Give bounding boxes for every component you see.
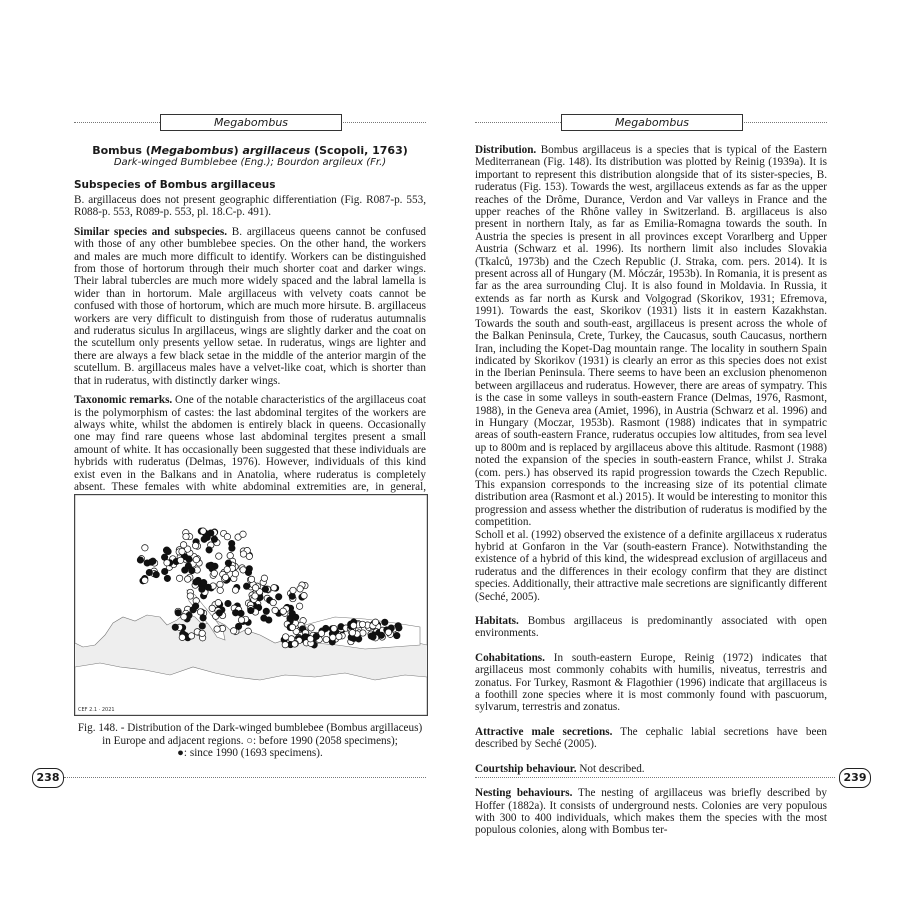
record-since-1990-dot [206,563,212,569]
record-before-1990-dot [349,630,355,636]
record-since-1990-dot [276,594,282,600]
record-before-1990-dot [271,585,277,591]
record-before-1990-dot [308,625,314,631]
record-before-1990-dot [290,587,296,593]
record-since-1990-dot [313,633,319,639]
record-before-1990-dot [272,607,278,613]
habitats-paragraph [475,615,827,640]
subspecies-heading: Subspecies of Bombus argillaceus [74,179,276,191]
record-before-1990-dot [248,576,254,582]
record-before-1990-dot [336,633,342,639]
record-since-1990-dot [394,632,400,638]
record-before-1990-dot [222,574,228,580]
record-before-1990-dot [183,533,189,539]
record-before-1990-dot [240,551,246,557]
record-before-1990-dot [359,621,365,627]
page-number-right: 239 [839,768,871,788]
record-since-1990-dot [216,610,222,616]
record-before-1990-dot [292,641,298,647]
cohabitations-lead: Cohabitations. [475,651,545,664]
record-since-1990-dot [396,625,402,631]
left-text-column [74,144,426,525]
record-since-1990-dot [229,545,235,551]
record-before-1990-dot [280,608,286,614]
record-before-1990-dot [179,634,185,640]
record-since-1990-dot [370,634,376,640]
similar-species-lead: Similar species and subspecies. [74,225,228,238]
distribution-text: Bombus argillaceus is a species that is typical of the Eastern Mediterranean (Fig. 148). Its distribution was plotted by Reinig (1939a). It is important to represent this distribution alongside that of its sister-species, B. ruderatus (Fig. 153). Towards the west, argillaceus extends as far as the upper reaches of the Drôme, Durance, Verdon and Var valleys in France and the upper reaches of the Rhône valley in Switzerland. B. argillaceus is also present in northern Italy, as far as Emilia-Romagna towards the south. In Austria the species is present in all provinces except Vorarlberg and Upper Austria (Schwarz et al. 1996). Its northern limit also includes Slovakia (Tkalců, 1973b) and the Czech Republic (J. Straka, com. pers. 2014). It is present across all of Hungary (M. Móczár, 1953b). In Romania, it is present as far as the area surrounding Cluj. It is also found in Moldavia. In Russia, it extends as far north as Kursk and Volgograd (Skorikov, 1931; Efremova, 1991). Towards the east, Skorikov (1931) lists it in eastern Kazakhstan. Towards the south and south-east, argillaceus is present across the whole of the Balkan Peninsula, Crete, Turkey, the Caucasus, south Caucasus, northern Iran, including the Kopet-Dag mountain range. The locality in southern Spain indicated by Skorikov (1931) is clearly an error as this species does not exist in the Iberian Peninsula. There seems to have been an exclusion phenomenon between argillaceus and ruderatus. However, there are areas of sympatry. This is the case in some valleys in south-eastern France (Delmas, 1976, Rasmont, 1988), in the Geneva area (Amiet, 1996), in Austria (Schwarz et al. 1996) and in Hungary (Moczar, 1953b). Rasmont (1988) indicates that in sympatric areas of south-eastern France, ruderatus occupies low altitudes, from sea level up to 800m and is replaced by argillaceus above this altitude. Rasmont (1988) noted the expansion of the species in south-eastern France, whilst J. Straka (com. pers.) has observed its rapid progression towards the Czech Republic. This expansion corresponds to the increasing size of its potential climate distribution area (Rasmont et al.) 2015). It would be interesting to monitor this progression and assess whether the distribution of ruderatus is modified by the competition. [475,144,827,529]
record-since-1990-dot [153,571,159,577]
record-before-1990-dot [350,622,356,628]
record-since-1990-dot [200,615,206,621]
record-since-1990-dot [189,567,195,573]
record-before-1990-dot [330,634,336,640]
courtship-paragraph [475,763,827,775]
record-since-1990-dot [193,579,199,585]
record-before-1990-dot [193,556,199,562]
record-before-1990-dot [216,553,222,559]
record-since-1990-dot [199,623,205,629]
running-header-label: Megabombus [561,114,743,131]
record-before-1990-dot [238,617,244,623]
record-before-1990-dot [360,630,366,636]
record-since-1990-dot [199,586,205,592]
record-before-1990-dot [270,599,276,605]
record-before-1990-dot [252,585,258,591]
similar-species-text: B. argillaceus queens cannot be confused with those of any other bumblebee species. On the other hand, the workers and males are much more difficult to identify. Workers can be distinguished from those of hortorum through their much shorter coat and darker wings. Their labral tubercles are much more widely spaced and the labral lamella is wider than in hortorum. Male argillaceus with velvety coats cannot be confused with those of hortorum, which are much more hirsute. B. argillaceus workers are very difficult to distinguish from those of ruderatus autumnalis and ruderatus siculus In argillaceus, wings are slightly darker and the coat on the scutellum only presents yellow setae. In ruderatus, wings are lighter and there are always a few black setae in the middle of the anterior margin of the scutellum. B. argillaceus males have a velvet-like coat, which is shorter than that in ruderatus, with distinctly darker wings. [74,225,426,387]
running-header-left [74,116,426,141]
attractive-secretions-text: The cephalic labial secretions have been described by Seché (2005). [475,725,828,751]
attractive-secretions-lead: Attractive male secretions. [475,725,613,738]
record-before-1990-dot [307,636,313,642]
record-before-1990-dot [142,577,148,583]
distribution-lead: Distribution. [475,144,537,156]
courtship-text: Not described. [576,762,645,775]
record-before-1990-dot [245,628,251,634]
record-before-1990-dot [224,566,230,572]
record-since-1990-dot [175,610,181,616]
record-before-1990-dot [283,634,289,640]
record-before-1990-dot [232,587,238,593]
record-since-1990-dot [206,547,212,553]
record-since-1990-dot [186,556,192,562]
left-page [36,112,427,792]
caption-line-2: in Europe and adjacent regions. ○: before 1990 (2058 specimens); [102,734,398,747]
record-before-1990-dot [164,560,170,566]
record-before-1990-dot [199,630,205,636]
common-names: Dark-winged Bumblebee (Eng.); Bourdon argileux (Fr.) [113,157,387,168]
record-since-1990-dot [266,617,272,623]
record-since-1990-dot [146,569,152,575]
similar-species-paragraph [74,226,426,387]
record-since-1990-dot [172,624,178,630]
record-before-1990-dot [323,636,329,642]
record-since-1990-dot [211,536,217,542]
habitats-lead: Habitats. [475,615,519,628]
record-before-1990-dot [188,633,194,639]
record-before-1990-dot [185,576,191,582]
courtship-lead: Courtship behaviour. [475,762,577,775]
subspecies-paragraph: B. argillaceus does not present geographic differentiation (Fig. R087-p. 553, R088-p. 553, R089-p. 553, pl. 18.C-p. 491). [74,194,426,219]
record-since-1990-dot [245,569,251,575]
page-number-left: 238 [32,768,64,788]
right-text-column [475,144,827,844]
footer-rule-left [64,777,426,778]
cohabitations-text: In south-eastern Europe, Reinig (1972) indicates that argillaceus most commonly cohabits with humilis, niveatus, terrestris and zonatus. For Turkey, Rasmont & Flagothier (1996) indicate that argillaceus is a foothill zone species where it is most commonly found with pascuorum, sylvarum, terrestris and zonatus. [475,651,827,714]
record-since-1990-dot [192,603,198,609]
distribution-paragraph [475,144,827,529]
record-before-1990-dot [217,587,223,593]
record-before-1990-dot [187,593,193,599]
record-before-1990-dot [296,603,302,609]
record-since-1990-dot [205,584,211,590]
nesting-lead: Nesting behaviours. [475,787,573,800]
record-before-1990-dot [197,609,203,615]
map-figure [75,495,427,715]
caption-line-1: Fig. 148. - Distribution of the Dark-winged bumblebee (Bombus argillaceus) [77,722,423,734]
record-before-1990-dot [297,586,303,592]
record-before-1990-dot [372,619,378,625]
record-before-1990-dot [181,614,187,620]
caption-line-3: ●: since 1990 (1693 specimens). [177,747,323,760]
record-before-1990-dot [215,600,221,606]
footer-rule-right [475,777,835,778]
nesting-text: The nesting of argillaceus was briefly described by Hoffer (1882a). It consists of underground nests. Colonies are very populous with 300 to 400 individuals, which makes them the species with the most populous colonies, along with Bombus ter- [475,787,827,837]
record-before-1990-dot [179,548,185,554]
record-before-1990-dot [224,534,230,540]
attractive-secretions-paragraph [475,726,827,751]
record-since-1990-dot [165,548,171,554]
record-since-1990-dot [164,575,170,581]
habitats-text: Bombus argillaceus is predominantly associated with open environments. [475,615,827,640]
species-title: Bombus (Megabombus) argillaceus (Scopoli, 1763) [92,144,408,157]
record-since-1990-dot [243,583,249,589]
record-since-1990-dot [162,568,168,574]
record-before-1990-dot [231,628,237,634]
running-header-label: Megabombus [160,114,342,131]
record-before-1990-dot [176,575,182,581]
record-since-1990-dot [289,593,295,599]
record-before-1990-dot [211,570,217,576]
scholl-paragraph: Scholl et al. (1992) observed the existence of a definite argillaceus x ruderatus hybrid at Gonfaron in the Var (south-eastern France). Notwithstanding the existence of a hybrid of this kind, the widespread exclusion of argillaceus and ruderatus and the differences in their ecology confirm that they are distinct species. Additionally, their attractive male secretions are significantly different (Seché, 2005). [475,528,827,603]
record-since-1990-dot [225,600,231,606]
figure-caption [74,722,426,760]
record-before-1990-dot [200,528,206,534]
record-since-1990-dot [238,610,244,616]
record-before-1990-dot [252,593,258,599]
record-before-1990-dot [261,575,267,581]
map-credit: CEF 2.1 · 2021 [78,707,115,713]
right-page [475,112,867,837]
record-before-1990-dot [240,531,246,537]
record-before-1990-dot [209,605,215,611]
record-before-1990-dot [301,592,307,598]
nesting-paragraph [475,787,827,837]
record-since-1990-dot [150,558,156,564]
record-before-1990-dot [331,625,337,631]
distribution-map [74,494,428,716]
cohabitations-paragraph [475,652,827,714]
record-since-1990-dot [137,557,143,563]
record-before-1990-dot [246,553,252,559]
record-since-1990-dot [201,536,207,542]
record-since-1990-dot [248,607,254,613]
record-since-1990-dot [293,614,299,620]
taxonomic-remarks-lead: Taxonomic remarks. [74,394,173,407]
record-before-1990-dot [180,542,186,548]
record-before-1990-dot [217,581,223,587]
record-since-1990-dot [262,586,268,592]
record-since-1990-dot [263,608,269,614]
record-before-1990-dot [289,624,295,630]
record-since-1990-dot [378,632,384,638]
taxonomic-remarks-text: One of the notable characteristics of the argillaceus coat is the polymorphism of castes: the last abdominal tergites of the workers are always white, whilst the abdomen is entirely black in queens. Occasionally one may find rare queens whose last abdominal tergites present a small amount of white. It has occasionally been suggested that these individuals are hybrids with ruderatus (Delmas, 1976). However, individuals of this kind exist even in the Balkans and in Anatolia, where ruderatus is completely absent. These females with white abdominal extremities are, in general, [74,394,427,493]
record-before-1990-dot [385,629,391,635]
record-before-1990-dot [142,545,148,551]
record-before-1990-dot [177,557,183,563]
record-since-1990-dot [382,619,388,625]
running-header-right [475,116,827,141]
record-before-1990-dot [192,542,198,548]
record-before-1990-dot [214,626,220,632]
record-before-1990-dot [282,642,288,648]
